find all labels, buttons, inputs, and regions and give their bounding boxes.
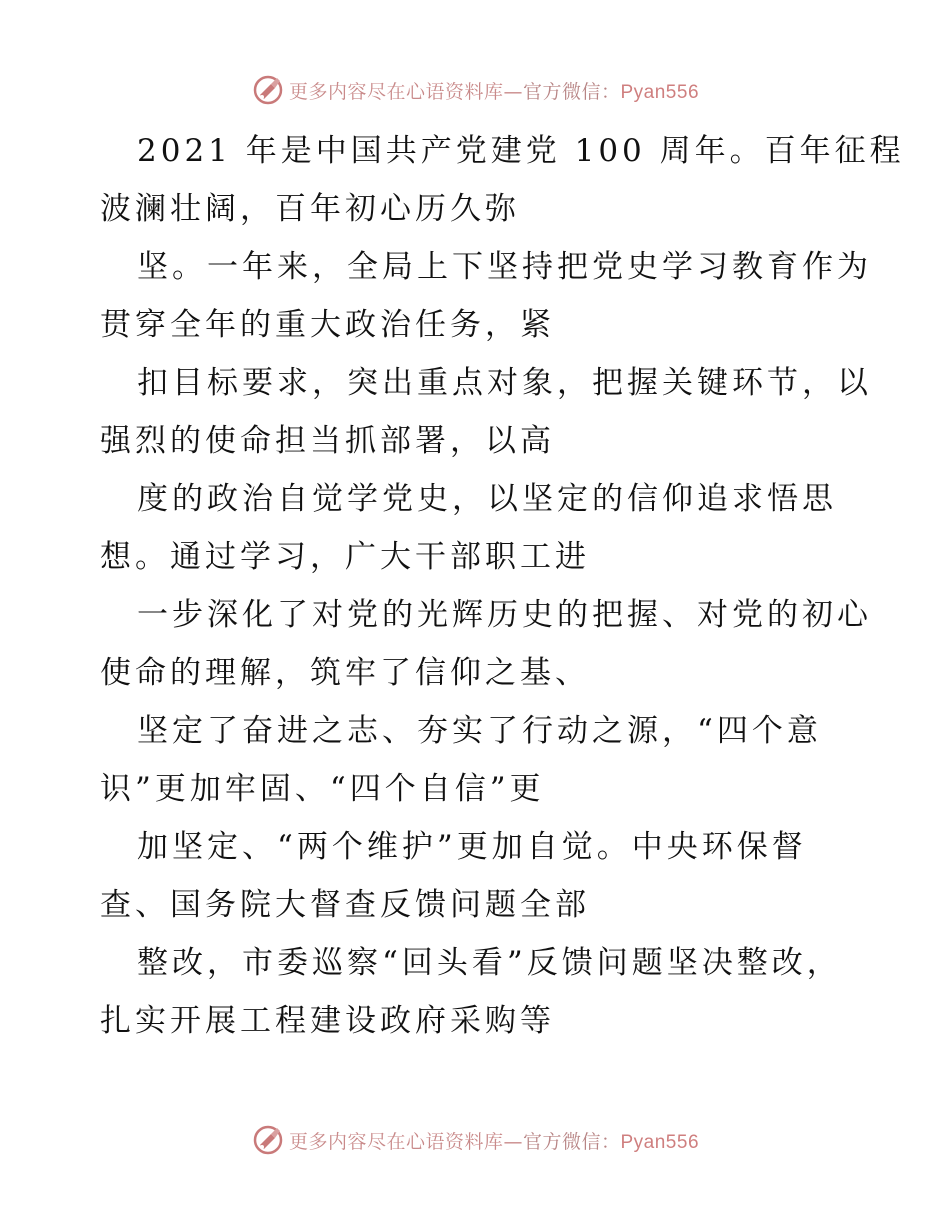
watermark-wechat-id: Pyan556 [620,1131,700,1153]
document-body [100,122,905,1050]
body-line: 强烈的使命担当抓部署，以高 [100,423,555,459]
watermark-dash: — [503,1130,523,1153]
body-line: 使命的理解，筑牢了信仰之基、 [100,655,590,691]
watermark-text [289,77,699,104]
body-line: 坚定了奋进之志、夯实了行动之源，“四个意 [137,713,822,749]
watermark-wechat-id: Pyan556 [620,81,700,103]
watermark-dash: — [503,80,523,103]
footer-watermark [0,1120,950,1160]
body-line: 波澜壮阔，百年初心历久弥 [100,191,520,227]
body-line: 扣目标要求，突出重点对象，把握关键环节，以 [137,365,872,401]
body-line: 一步深化了对党的光辉历史的把握、对党的初心 [137,597,872,633]
body-line: 2021 年是中国共产党建党 100 周年。百年征程 [137,133,905,169]
body-line: 识”更加牢固、“四个自信”更 [100,771,545,807]
body-line: 度的政治自觉学党史，以坚定的信仰追求悟思 [137,481,837,517]
watermark-label: 官方微信： [522,80,621,103]
watermark-label: 官方微信： [522,1130,621,1153]
header-watermark [0,70,950,110]
watermark-text [289,1127,699,1154]
pen-logo-icon [251,1123,285,1157]
body-line: 坚。一年来，全局上下坚持把党史学习教育作为 [137,249,872,285]
pen-logo-icon [251,73,285,107]
body-line: 扎实开展工程建设政府采购等 [100,1003,555,1039]
body-line: 想。通过学习，广大干部职工进 [100,539,590,575]
body-line: 查、国务院大督查反馈问题全部 [100,887,590,923]
body-line: 整改，市委巡察“回头看”反馈问题坚决整改， [137,945,842,981]
watermark-main: 更多内容尽在心语资料库 [288,1130,504,1153]
body-line: 贯穿全年的重大政治任务，紧 [100,307,555,343]
body-line: 加坚定、“两个维护”更加自觉。中央环保督 [137,829,807,865]
watermark-main: 更多内容尽在心语资料库 [288,80,504,103]
